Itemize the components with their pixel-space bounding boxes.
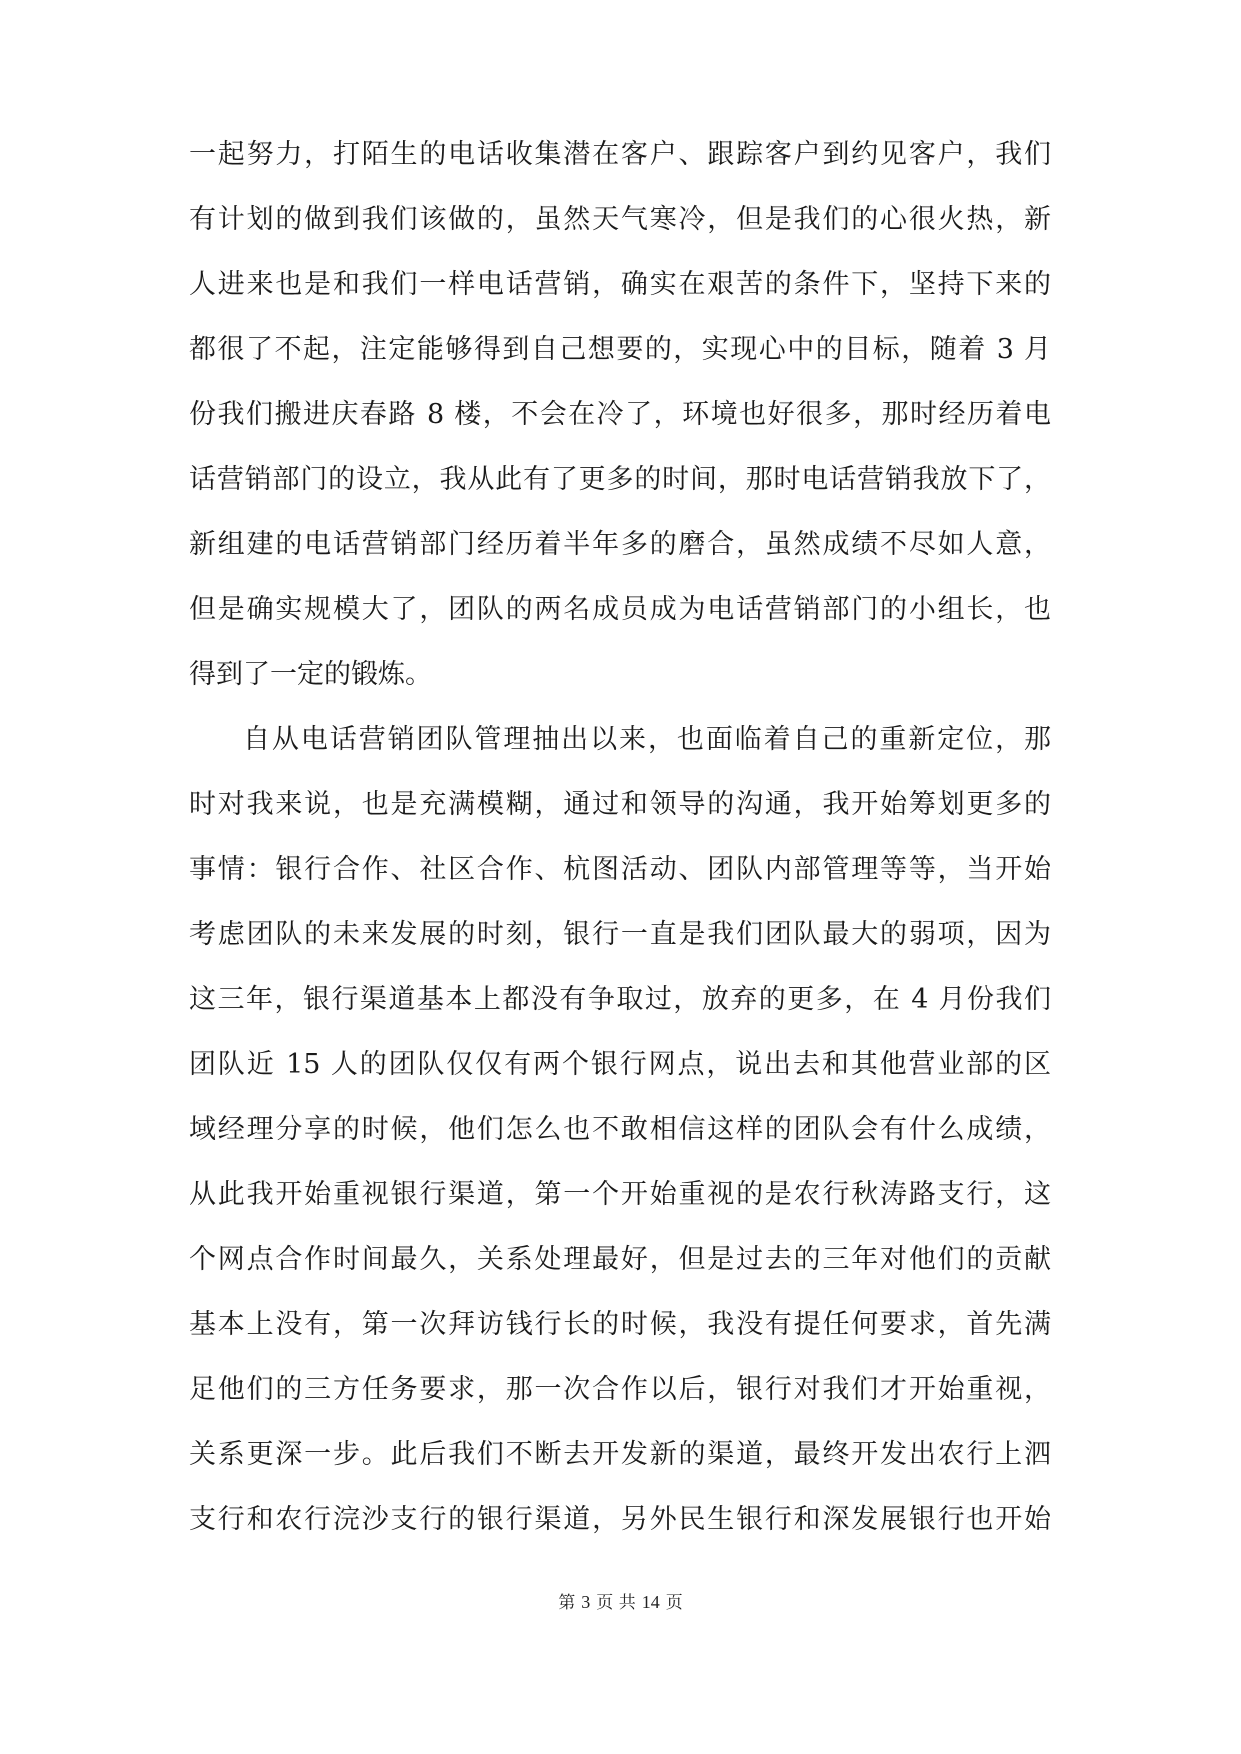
current-page-number: 3 <box>581 1592 591 1612</box>
paragraph-line: 考虑团队的未来发展的时刻，银行一直是我们团队最大的弱项，因为 <box>189 919 1051 950</box>
footer-prefix: 第 <box>558 1593 576 1613</box>
paragraph-line: 份我们搬进庆春路 8 楼，不会在冷了，环境也好很多，那时经历着电 <box>189 399 1051 430</box>
paragraph-line: 事情：银行合作、社区合作、杭图活动、团队内部管理等等，当开始 <box>189 854 1051 885</box>
paragraph-line: 新组建的电话营销部门经历着半年多的磨合，虽然成绩不尽如人意， <box>189 529 1051 560</box>
paragraph-line: 足他们的三方任务要求，那一次合作以后，银行对我们才开始重视， <box>189 1374 1051 1405</box>
paragraph-line: 支行和农行浣沙支行的银行渠道，另外民生银行和深发展银行也开始 <box>189 1504 1051 1535</box>
page-footer <box>0 1590 1241 1615</box>
paragraph-line: 都很了不起，注定能够得到自己想要的，实现心中的目标，随着 3 月 <box>189 334 1051 365</box>
paragraph-line: 这三年，银行渠道基本上都没有争取过，放弃的更多，在 4 月份我们 <box>189 984 1051 1015</box>
paragraph-line: 从此我开始重视银行渠道，第一个开始重视的是农行秋涛路支行，这 <box>189 1179 1051 1210</box>
paragraph-line: 基本上没有，第一次拜访钱行长的时候，我没有提任何要求，首先满 <box>189 1309 1051 1340</box>
paragraph-2 <box>189 707 1051 1552</box>
paragraph-line: 时对我来说，也是充满模糊，通过和领导的沟通，我开始筹划更多的 <box>189 789 1051 820</box>
paragraph-line: 有计划的做到我们该做的，虽然天气寒冷，但是我们的心很火热，新 <box>189 204 1051 235</box>
paragraph-line: 一起努力，打陌生的电话收集潜在客户、跟踪客户到约见客户，我们 <box>189 139 1051 170</box>
footer-middle: 页 共 <box>596 1593 636 1613</box>
total-page-number: 14 <box>641 1592 660 1612</box>
footer-suffix: 页 <box>665 1593 683 1613</box>
paragraph-line: 得到了一定的锻炼。 <box>189 659 432 690</box>
paragraph-line: 人进来也是和我们一样电话营销，确实在艰苦的条件下，坚持下来的 <box>189 269 1051 300</box>
paragraph-line: 自从电话营销团队管理抽出以来，也面临着自己的重新定位，那 <box>243 724 1051 755</box>
paragraph-line: 个网点合作时间最久，关系处理最好，但是过去的三年对他们的贡献 <box>189 1244 1051 1275</box>
paragraph-line: 话营销部门的设立，我从此有了更多的时间，那时电话营销我放下了， <box>189 464 1051 495</box>
paragraph-line: 关系更深一步。此后我们不断去开发新的渠道，最终开发出农行上泗 <box>189 1439 1051 1470</box>
paragraph-1 <box>189 122 1051 707</box>
paragraph-line: 域经理分享的时候，他们怎么也不敢相信这样的团队会有什么成绩， <box>189 1114 1051 1145</box>
paragraph-line: 但是确实规模大了，团队的两名成员成为电话营销部门的小组长，也 <box>189 594 1051 625</box>
paragraph-line: 团队近 15 人的团队仅仅有两个银行网点，说出去和其他营业部的区 <box>189 1049 1051 1080</box>
